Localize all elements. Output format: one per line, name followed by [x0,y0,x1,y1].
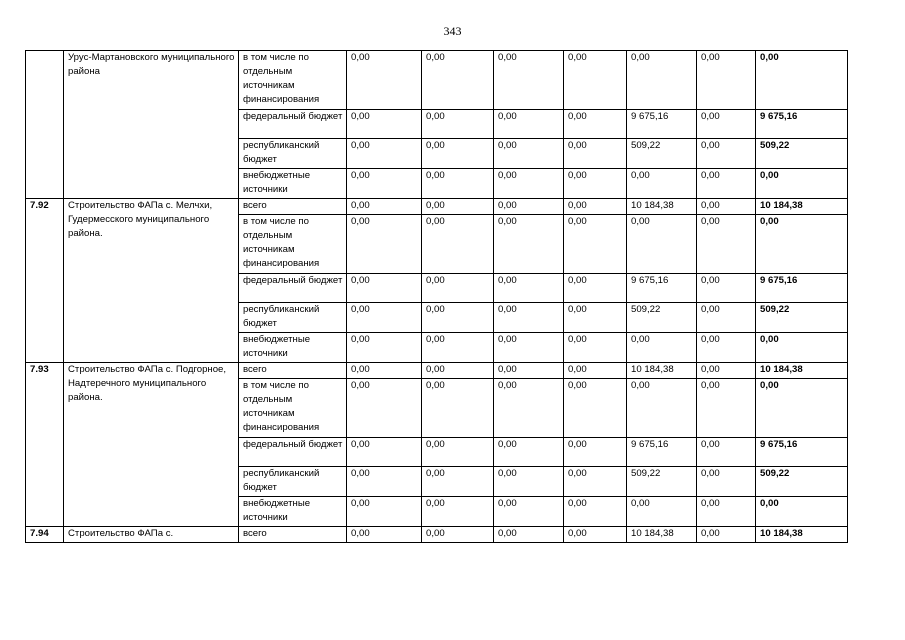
value-cell: 0,00 [422,199,494,215]
item-name: Строительство ФАПа с. Подгорное, Надтеречного муниципального района. [64,363,239,527]
value-cell: 0,00 [422,379,494,438]
item-number: 7.94 [26,527,64,543]
value-cell: 10 184,38 [627,363,697,379]
value-cell: 0,00 [494,51,564,110]
item-name: Строительство ФАПа с. [64,527,239,543]
funding-source-label: внебюджетные источники [239,497,347,527]
value-cell: 0,00 [422,497,494,527]
value-cell: 0,00 [564,139,627,169]
value-cell: 0,00 [347,333,422,363]
table-row [26,363,848,379]
item-name: Урус-Мартановского муниципального района [64,51,239,199]
funding-source-label: в том числе по отдельным источникам финансирования [239,215,347,274]
value-cell: 0,00 [564,363,627,379]
value-cell: 0,00 [564,199,627,215]
total-cell: 509,22 [756,303,848,333]
value-cell: 0,00 [564,169,627,199]
value-cell: 0,00 [494,438,564,467]
item-number [26,51,64,199]
total-cell: 509,22 [756,139,848,169]
total-cell: 0,00 [756,333,848,363]
value-cell: 0,00 [347,169,422,199]
value-cell: 0,00 [627,51,697,110]
value-cell: 0,00 [347,363,422,379]
value-cell: 0,00 [422,169,494,199]
value-cell: 0,00 [422,438,494,467]
value-cell: 0,00 [627,379,697,438]
value-cell: 0,00 [564,51,627,110]
funding-source-label: федеральный бюджет [239,274,347,303]
value-cell: 0,00 [494,333,564,363]
total-cell: 10 184,38 [756,527,848,543]
funding-source-label: внебюджетные источники [239,333,347,363]
total-cell: 0,00 [756,215,848,274]
total-cell: 0,00 [756,51,848,110]
value-cell: 0,00 [494,467,564,497]
value-cell: 0,00 [494,379,564,438]
value-cell: 9 675,16 [627,438,697,467]
value-cell: 0,00 [564,333,627,363]
table-row [26,527,848,543]
total-cell: 10 184,38 [756,199,848,215]
total-cell: 10 184,38 [756,363,848,379]
total-cell: 0,00 [756,169,848,199]
item-name: Строительство ФАПа с. Мелчхи, Гудермесского муниципального района. [64,199,239,363]
value-cell: 0,00 [494,139,564,169]
value-cell: 0,00 [697,363,756,379]
value-cell: 0,00 [422,527,494,543]
total-cell: 9 675,16 [756,274,848,303]
value-cell: 0,00 [422,110,494,139]
value-cell: 0,00 [347,199,422,215]
value-cell: 0,00 [494,169,564,199]
value-cell: 0,00 [697,467,756,497]
value-cell: 9 675,16 [627,274,697,303]
funding-source-label: всего [239,363,347,379]
value-cell: 0,00 [697,333,756,363]
value-cell: 10 184,38 [627,527,697,543]
value-cell: 0,00 [494,303,564,333]
total-cell: 9 675,16 [756,438,848,467]
value-cell: 0,00 [697,438,756,467]
value-cell: 0,00 [422,274,494,303]
value-cell: 0,00 [347,303,422,333]
funding-source-label: федеральный бюджет [239,438,347,467]
value-cell: 0,00 [564,379,627,438]
funding-source-label: всего [239,199,347,215]
value-cell: 0,00 [564,274,627,303]
value-cell: 0,00 [697,51,756,110]
funding-source-label: республиканский бюджет [239,139,347,169]
funding-source-label: в том числе по отдельным источникам финансирования [239,379,347,438]
funding-source-label: внебюджетные источники [239,169,347,199]
value-cell: 0,00 [347,139,422,169]
value-cell: 0,00 [494,215,564,274]
value-cell: 0,00 [347,215,422,274]
funding-source-label: республиканский бюджет [239,467,347,497]
item-number: 7.92 [26,199,64,363]
value-cell: 509,22 [627,467,697,497]
value-cell: 0,00 [564,303,627,333]
funding-source-label: в том числе по отдельным источникам финансирования [239,51,347,110]
page-number: 343 [443,24,462,38]
value-cell: 0,00 [494,110,564,139]
value-cell: 0,00 [347,497,422,527]
value-cell: 0,00 [347,110,422,139]
item-number: 7.93 [26,363,64,527]
funding-source-label: республиканский бюджет [239,303,347,333]
value-cell: 0,00 [564,497,627,527]
value-cell: 0,00 [627,215,697,274]
value-cell: 0,00 [347,274,422,303]
value-cell: 0,00 [422,139,494,169]
value-cell: 10 184,38 [627,199,697,215]
value-cell: 0,00 [564,467,627,497]
total-cell: 0,00 [756,379,848,438]
value-cell: 0,00 [697,215,756,274]
table-row [26,51,848,110]
value-cell: 0,00 [697,379,756,438]
total-cell: 0,00 [756,497,848,527]
value-cell: 0,00 [347,467,422,497]
value-cell: 0,00 [422,215,494,274]
value-cell: 509,22 [627,139,697,169]
value-cell: 0,00 [564,215,627,274]
value-cell: 0,00 [697,527,756,543]
value-cell: 0,00 [422,363,494,379]
value-cell: 0,00 [564,438,627,467]
value-cell: 0,00 [347,438,422,467]
value-cell: 0,00 [494,363,564,379]
value-cell: 0,00 [697,139,756,169]
value-cell: 0,00 [347,527,422,543]
value-cell: 0,00 [494,497,564,527]
funding-source-label: всего [239,527,347,543]
value-cell: 0,00 [564,110,627,139]
value-cell: 0,00 [422,51,494,110]
funding-source-label: федеральный бюджет [239,110,347,139]
value-cell: 0,00 [422,467,494,497]
value-cell: 0,00 [697,274,756,303]
value-cell: 0,00 [627,497,697,527]
budget-table [25,50,848,543]
value-cell: 0,00 [347,379,422,438]
value-cell: 0,00 [697,110,756,139]
value-cell: 0,00 [422,333,494,363]
value-cell: 9 675,16 [627,110,697,139]
table-row [26,199,848,215]
total-cell: 9 675,16 [756,110,848,139]
value-cell: 0,00 [494,199,564,215]
value-cell: 0,00 [697,199,756,215]
total-cell: 509,22 [756,467,848,497]
value-cell: 0,00 [627,169,697,199]
value-cell: 0,00 [494,274,564,303]
value-cell: 0,00 [564,527,627,543]
value-cell: 0,00 [697,497,756,527]
value-cell: 0,00 [347,51,422,110]
value-cell: 0,00 [697,169,756,199]
value-cell: 509,22 [627,303,697,333]
value-cell: 0,00 [494,527,564,543]
value-cell: 0,00 [627,333,697,363]
value-cell: 0,00 [697,303,756,333]
value-cell: 0,00 [422,303,494,333]
